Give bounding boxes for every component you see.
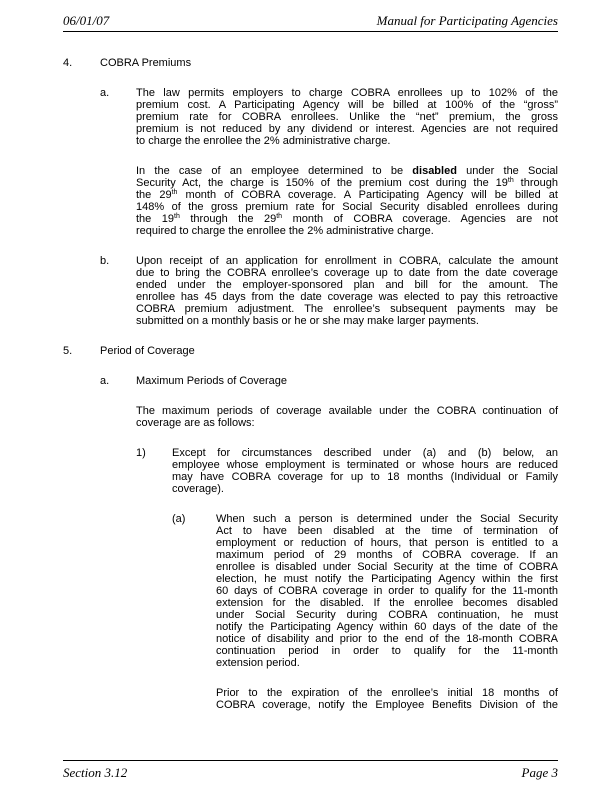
text-line: the 29th month of COBRA coverage. A Participating Agency will be billed at — [136, 189, 558, 201]
item-4b-label: b. — [100, 255, 110, 267]
text-line: election, he must notify the Participating Agency within the first — [216, 573, 558, 585]
text-line: coverage). — [172, 483, 224, 495]
text-line: In the case of an employee determined to be disabled under the Social — [136, 165, 558, 177]
text-line: COBRA coverage, notify the Employee Benefits Division of the — [216, 699, 558, 711]
text-line: continuation period in order to qualify for the 11-month — [216, 645, 558, 657]
item-5a-label: a. — [100, 375, 110, 387]
page-header — [63, 11, 558, 32]
text-line: 60 days of COBRA coverage in order to qualify for the 11-month — [216, 585, 558, 597]
text-line: extension for the disabled. If the enrollee becomes disabled — [216, 597, 558, 609]
section-4-number: 4. — [63, 57, 73, 69]
text-line: Upon receipt of an application for enrollment in COBRA, calculate the amount — [136, 255, 558, 267]
text-line: due to bring the COBRA enrollee’s coverage up to date from the date coverage — [136, 267, 558, 279]
text-line: employment or reduction of hours, that person is entitled to a — [216, 537, 558, 549]
text-line: Prior to the expiration of the enrollee’s initial 18 months of — [216, 687, 558, 699]
text-line: under Social Security during COBRA continuation, he must — [216, 609, 558, 621]
footer-page-number: Page 3 — [521, 765, 558, 780]
subitem-a-label: (a) — [172, 513, 186, 525]
text-line: coverage are as follows: — [136, 417, 255, 429]
text-line: The maximum periods of coverage available under the COBRA continuation of — [136, 405, 558, 417]
text-line: When such a person is determined under the Social Security — [216, 513, 558, 525]
header-title: Manual for Participating Agencies — [376, 13, 558, 28]
subitem-1-label: 1) — [136, 447, 146, 459]
item-5a-heading: Maximum Periods of Coverage — [136, 375, 288, 387]
text-line: The law permits employers to charge COBRA enrollees up to 102% of the — [136, 87, 558, 99]
text-line: employee whose employment is terminated or whose hours are reduced — [172, 459, 558, 471]
text-line: the 19th through the 29th month of COBRA coverage. Agencies are not — [136, 213, 558, 225]
text-line: enrollee is disabled under Social Security at the time of COBRA — [216, 561, 558, 573]
text-line: enrollee has 45 days from the date coverage was elected to pay this retroactive — [136, 291, 558, 303]
text-line: 148% of the gross premium rate for Social Security disabled enrollees during — [136, 201, 558, 213]
section-5-number: 5. — [63, 345, 73, 357]
text-line: ended under the employer-sponsored plan and bill for the amount. The — [136, 279, 558, 291]
item-4a-label: a. — [100, 87, 110, 99]
bold-term: disabled — [412, 165, 457, 177]
text-line: may have COBRA coverage for up to 18 months (Individual or Family — [172, 471, 558, 483]
text-line: notify the Participating Agency within 60 days of the date of the — [216, 621, 558, 633]
text-line: COBRA premium adjustment. The enrollee’s subsequent payments may be — [136, 303, 558, 315]
text-line: maximum period of 29 months of COBRA coverage. If an — [216, 549, 558, 561]
text-line: Act to have been disabled at the time of termination of — [216, 525, 558, 537]
text-line: to charge the enrollee the 2% administrative charge. — [136, 135, 391, 147]
text-line: submitted on a monthly basis or he or she may make larger payments. — [136, 315, 479, 327]
footer-section: Section 3.12 — [63, 765, 128, 780]
section-5-heading: Period of Coverage — [100, 345, 195, 357]
text-line: premium rate for COBRA enrollees. Unlike the “net” premium, the gross — [136, 111, 558, 123]
text-line: premium is not reduced by any dividend or interest. Agencies are not required — [136, 123, 558, 135]
text-line: required to charge the enrollee the 2% administrative charge. — [136, 225, 434, 237]
text-line: extension period. — [216, 657, 300, 669]
text-line: Except for circumstances described under (a) and (b) below, an — [172, 447, 558, 459]
header-date: 06/01/07 — [63, 13, 110, 28]
text-line: premium cost. A Participating Agency will be billed at 100% of the “gross” — [136, 99, 558, 111]
section-4-heading: COBRA Premiums — [100, 57, 192, 69]
page-footer — [63, 760, 558, 780]
text-line: Security Act, the charge is 150% of the premium cost during the 19th through — [136, 177, 558, 189]
text-line: notice of disability and prior to the end of the 18-month COBRA — [216, 633, 558, 645]
